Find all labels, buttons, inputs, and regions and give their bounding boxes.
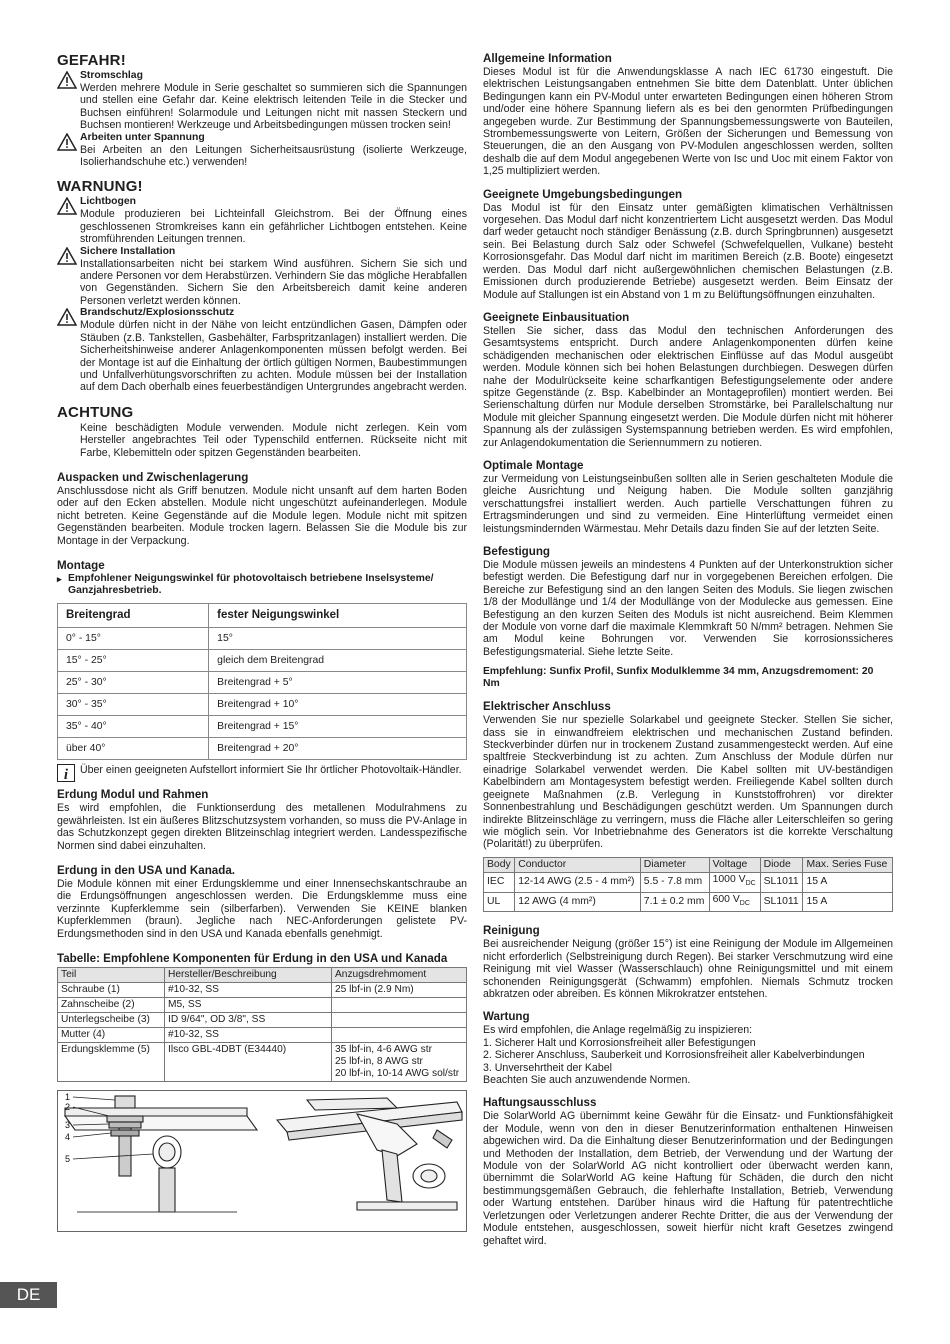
table-cell: UL [484, 892, 515, 912]
achtung-heading: ACHTUNG [57, 403, 134, 421]
table-cell [332, 998, 467, 1013]
figure-label: 5 [65, 1154, 71, 1165]
table-header: Max. Series Fuse [803, 857, 893, 873]
wartung-line: 3. Unversehrtheit der Kabel [483, 1061, 612, 1074]
table-cell [332, 1013, 467, 1028]
table-cell: Breitengrad + 20° [209, 737, 467, 759]
table-cell: 15° [209, 627, 467, 649]
table-cell: 35 lbf-in, 4-6 AWG str 25 lbf-in, 8 AWG str 20 lbf-in, 10-14 AWG sol/str [332, 1043, 467, 1082]
table-header: Voltage [709, 857, 760, 873]
voltage-sub: DC [739, 899, 750, 907]
allgemein-text: Dieses Modul ist für die Anwendungsklasse A nach IEC 61730 eingestuft. Die elektrischen Leistungsangaben entnehmen Sie bitte dem Datenblatt. Unter üblichen Bedingungen kann ein PV-Modul unter erwarteten Bedingungen einen höheren Strom und/oder eine höhere Spannung liefern als es bei den genormten Prüfbedingungen angegeben wurde. Zur Bestimmung der Spannungsbemessungswerte von Bauteilen, Strombemessungswerte von Leitern, Größen der Sicherungen und Bemessung von Steuerungen, die an den Ausgang von PV-Modulen angeschlossen werden, sollten deshalb die auf dem Modul angegebenen Werte von Isc und Uoc mit einem Faktor von 1,25 multipliziert werden. [483, 66, 893, 178]
table-cell: 7.1 ± 0.2 mm [640, 892, 709, 912]
svg-text:i: i [63, 766, 69, 782]
montage-bullet: ▸ Empfohlener Neigungswinkel für photovoltaisch betriebene Inselsysteme/ Ganzjahresbetrieb. [57, 573, 467, 597]
table-header: Diode [760, 857, 803, 873]
table-header: Hersteller/Beschreibung [165, 968, 332, 983]
left-column [57, 52, 467, 1232]
table-cell: Mutter (4) [58, 1028, 165, 1043]
table-header: Teil [58, 968, 165, 983]
table-row [58, 627, 467, 649]
warning-text: Module produzieren bei Lichteinfall Gleichstrom. Bei der Öffnung eines geschlossenen Stromkreises kann ein gefährlicher Lichtbogen entstehen. Keine stromführenden Leitungen trennen. [80, 208, 467, 246]
table-cell: gleich dem Breitengrad [209, 649, 467, 671]
warning-text: Werden mehrere Module in Serie geschaltet so summieren sich die Spannungen und stellen eine Gefahr dar. Keine elektrisch leitenden Teile in die Stecker und Buchsen einführen! Solarmodule und Leitungen nicht mit nassen Steckern und Buchsen montieren! Werkzeuge und Arbeitsbedingungen müssen trocken sein! [80, 82, 467, 132]
table-cell: 25° - 30° [58, 671, 209, 693]
warning-subtitle: Sichere Installation [80, 245, 176, 257]
umgebung-text: Das Modul ist für den Einsatz unter gemäßigten klimatischen Verhältnissen vorgesehen. Das Modul darf nicht konzentriertem Licht ausgesetzt werden. Das Modul darf weder getaucht noch ständiger Benässung (z.B. durch Springbrunnen) ausgesetzt sein. Bei Belastung durch Salz oder Schwefel (Schwefelquellen, Vulkane) besteht Korrosionsgefahr. Das Modul darf nicht im maritimen Bereich (z.B. Boote) eingesetzt werden. Das Modul darf nicht außergewöhnlichen chemischen Belastungen (z.B. Emissionen durch produzierende Betriebe) ausgesetzt werden. Beim Einsatz der Module auf Stallungen ist ein Abstand von 1 m zu Belüftungsöffnungen einzuhalten. [483, 201, 893, 301]
warning-triangle-icon [57, 133, 77, 151]
table-row [58, 998, 467, 1013]
table-cell [709, 873, 760, 893]
warning-block-brandschutz [57, 307, 467, 393]
info-icon [57, 764, 75, 782]
haftung-heading: Haftungsausschluss [483, 1096, 597, 1110]
warning-block-stromschlag [57, 70, 467, 132]
table-cell: M5, SS [165, 998, 332, 1013]
table-header: Conductor [515, 857, 641, 873]
montage-heading: Montage [57, 558, 105, 572]
reinigung-heading: Reinigung [483, 924, 540, 938]
table-cell: 12-14 AWG (2.5 - 4 mm²) [515, 873, 641, 893]
table-cell: über 40° [58, 737, 209, 759]
wartung-line: Beachten Sie auch anzuwendende Normen. [483, 1074, 691, 1087]
voltage-sub: DC [745, 880, 756, 888]
figure-label: 4 [65, 1132, 71, 1143]
table-cell: 15 A [803, 892, 893, 912]
elektrisch-text: Verwenden Sie nur spezielle Solarkabel und geeignete Stecker. Stellen Sie sicher, dass sie in einwandfreiem elektrischen und mechanischen Zustand befinden. Steckverbinder dürfen nur in trockenem Zustand zusammengesteckt werden. Auf eine spaltfreie Steckverbindung ist zu achten. Zum Anschluss der Module dürfen nur einadrige Solarkabel verwendet werden. Die Kabel sollten mit UV-beständigen Kabelbindern am Montagesystem befestigt werden. Freiliegende Kabel sollten durch geeignete Maßnahmen (z.B. Verlegung in Kunststoffrohren) vor direkter Sonnenbestrahlung und Beschädigungen geschützt werden. Um Spannungen durch indirekte Blitzeinschläge zu verringern, muss die Fläche aller Leiterschleifen so gering wie möglich sein. Vor Inbetriebnahme des Generators ist die korrekte Verschaltung (Polarität!) zu überprüfen. [483, 714, 893, 851]
table-cell: IEC [484, 873, 515, 893]
erdung-usa-heading: Erdung in den USA und Kanada. [57, 864, 235, 877]
table-header-row [484, 857, 893, 873]
einbausituation-heading: Geeignete Einbausituation [483, 310, 630, 324]
figure-label: 3 [65, 1120, 71, 1131]
table-cell: 25 lbf-in (2.9 Nm) [332, 983, 467, 998]
table-row [58, 649, 467, 671]
warning-triangle-icon [57, 71, 77, 89]
wartung-line: 2. Sicherer Anschluss, Sauberkeit und Korrosionsfreiheit aller Kabelverbindungen [483, 1049, 865, 1062]
table-row [58, 693, 467, 715]
table-cell: 35° - 40° [58, 715, 209, 737]
table-cell: #10-32, SS [165, 983, 332, 998]
table-header: Breitengrad [58, 603, 209, 627]
table-row [58, 1028, 467, 1043]
table-cell: ID 9/64", OD 3/8", SS [165, 1013, 332, 1028]
table-row [58, 671, 467, 693]
table-cell: Breitengrad + 10° [209, 693, 467, 715]
voltage-value: 1000 V [712, 874, 746, 886]
warning-subtitle: Stromschlag [80, 70, 143, 81]
voltage-value: 600 V [712, 893, 740, 905]
table-row [58, 983, 467, 998]
info-text: Über einen geeigneten Aufstellort informiert Sie Ihr örtlicher Photovoltaik-Händler. [80, 763, 462, 776]
elektrisch-heading: Elektrischer Anschluss [483, 700, 611, 714]
wartung-heading: Wartung [483, 1010, 530, 1024]
info-note [57, 763, 467, 782]
table-cell [332, 1028, 467, 1043]
befestigung-text: Die Module müssen jeweils an mindestens 4 Punkten auf der Unterkonstruktion sicher befestigt werden. Die Befestigung darf nur in vorgegebenen Bereichen erfolgen. Die Bereiche zur Befestigung sind an den langen Seiten des Moduls. Sie liegen zwischen 1/8 der Modullänge und 1/4 der Modullänge von der Modulecke aus gemessen. Eine Befestigung an den kurzen Seiten des Moduls ist nicht ausreichend. Beim Klemmen der Module von vorne darf die maximale Klemmkraft 50 N/mm² betragen. Nehmen Sie am Modul keine Bohrungen vor. Verwenden Sie korrosionssicheres Befestigungsmaterial. Siehe letzte Seite. [483, 559, 893, 658]
komponenten-heading: Tabelle: Empfohlene Komponenten für Erdung in den USA und Kanada [57, 952, 448, 966]
table-cell: SL1011 [760, 892, 803, 912]
erdung-heading: Erdung Modul und Rahmen [57, 788, 209, 802]
table-cell: 5.5 - 7.8 mm [640, 873, 709, 893]
table-cell: 0° - 15° [58, 627, 209, 649]
table-header-row [58, 968, 467, 983]
table-cell: Unterlegscheibe (3) [58, 1013, 165, 1028]
table-header-row [58, 603, 467, 627]
allgemein-heading: Allgemeine Information [483, 52, 612, 65]
auspacken-heading: Auspacken und Zwischenlagerung [57, 470, 249, 484]
figure-label: 2 [65, 1102, 71, 1113]
haftung-text: Die SolarWorld AG übernimmt keine Gewähr für die Einsatz- und Funktionsfähigkeit der Module, wenn von den in dieser Benutzerinformation enthaltenen Hinweisen abgewichen wird. Da die Einhaltung dieser Benutzerinformation und der Bedingungen und Methoden der Installation, dem Betrieb, der Verwendung und der Wartung der Module von der SolarWorld AG nicht kontrolliert oder überwacht werden kann, übernimmt die SolarWorld AG keine Haftung für Schäden, die durch den nicht bestimmungsgemäßen Gebrauch, die fehlerhafte Installation, Betrieb, Verwendung oder Wartung entstehen. Darüber hinaus wird die Haftung für patentrechtliche Verletzungen oder Verletzungen anderer Rechte Dritter, die aus der Verwendung der Module entstehen, ausgeschlossen, soweit hierfür nicht kraft Gesetzes zwingend gehaftet wird. [483, 1110, 893, 1247]
table-cell: 30° - 35° [58, 693, 209, 715]
befestigung-heading: Befestigung [483, 545, 550, 558]
einbausituation-text: Stellen Sie sicher, dass das Modul den technischen Anforderungen des Gesamtsystems entspricht. Durch andere Anlagenkomponenten dürfen keine schädigenden mechanischen oder elektrischen Einflüsse auf das Modul ausgeübt werden. Module können sich bei hohen Belastungen durchbiegen. Deswegen dürfen nahe der Modulrückseite keine scharfkantigen Befestigungselemente oder andere spitze Gegenstände (z. Bsp. Kabelbinder an Montageprofilen) montiert werden. Bei Serienschaltung dürfen nur Module derselben Stromstärke, bei Parallelschaltung nur Module mit gleicher Spannung eingesetzt werden. Die Module dürfen nicht mit höherer Spannung als der zulässigen Systemspannung betrieben werden. Es wird empfohlen, zur Anlagendokumentation die Seriennummern zu notieren. [483, 324, 893, 449]
erdung-usa-text: Die Module können mit einer Erdungsklemme und einer Innensechskantschraube an die Erdungsöffnungen angeschlossen werden. Die Erdungsklemme muss eine verzinnte Kupferklemme sein (silberfarben). Verwenden Sie KEINE blanken Kupferklemmen (braun). Jegliche nach NEC-Anforderungen gelistete PV-Erdungsmethoden sind in den USA und Kanada ebenfalls genehmigt. [57, 878, 467, 940]
table-cell: 15° - 25° [58, 649, 209, 671]
table-cell: Breitengrad + 15° [209, 715, 467, 737]
warning-block-lichtbogen [57, 196, 467, 245]
montage-opt-heading: Optimale Montage [483, 458, 584, 472]
warning-subtitle: Arbeiten unter Spannung [80, 131, 205, 143]
table-cell: 12 AWG (4 mm²) [515, 892, 641, 912]
table-header: Anzugsdrehmoment [332, 968, 467, 983]
achtung-text: Keine beschädigten Module verwenden. Module nicht zerlegen. Kein vom Hersteller angebrachtes Teil oder Typenschild entfernen. Rückseite nicht mit Farbe, Klebemitteln oder spitzen Gegenständen bearbeiten. [80, 421, 467, 459]
table-header: Body [484, 857, 515, 873]
warning-triangle-icon [57, 247, 77, 265]
warning-subtitle: Brandschutz/Explosionsschutz [80, 307, 235, 319]
table-header: fester Neigungswinkel [209, 603, 467, 627]
warning-block-spannung [57, 132, 467, 169]
language-tab: DE [0, 1282, 57, 1308]
montage-opt-text: zur Vermeidung von Leistungseinbußen sollten alle in Serien geschalteten Module die gleiche Ausrichtung und Neigung haben. Die Module sollten ganzjährig verschattungsfrei installiert werden. Auch partielle Verschattungen führen zu Ertragsminderungen und sind zu vermeiden. Eine Hinterlüftung vermeidet einen leistungsmindernden Wärmestau. Mehr Details dazu finden Sie auf der letzten Seite. [483, 472, 893, 535]
table-cell: Breitengrad + 5° [209, 671, 467, 693]
right-column [483, 52, 893, 1247]
warning-text: Module dürfen nicht in der Nähe von leicht entzündlichen Gasen, Dämpfen oder Stäuben (z.B. Tankstellen, Gasbehälter, Farbspritzanlagen) installiert werden. Die Sicherheitshinweise anderer Anlagenkomponenten müssen befolgt werden. Bei der Montage ist auf die Einhaltung der örtlich gültigen Normen, Baubestimmungen und Unfallverhütungsvorschriften zu achten. Module müssen bei der Installation auf dem Dach oberhalb eines feuerbeständigen Untergrundes angebracht werden. [80, 319, 467, 394]
warning-triangle-icon [57, 308, 77, 326]
gefahr-heading: GEFAHR! [57, 52, 126, 69]
reinigung-text: Bei ausreichender Neigung (größer 15°) ist eine Reinigung der Module im Allgemeinen nicht erforderlich (Selbstreinigung durch Regen). Bei starker Verschmutzung wird eine Reinigung mit viel Wasser (Wasserschlauch) ohne Reinigungsmittel und mit einem schonenden Reinigungsgerät (Schwamm) empfohlen. Niemals Schmutz trocken abkratzen oder abreiben. Es können Mikrokratzer entstehen. [483, 938, 893, 1000]
table-cell: Schraube (1) [58, 983, 165, 998]
erdung-text: Es wird empfohlen, die Funktionserdung des metallenen Modulrahmens zu gewährleisten. Ist ein äußeres Blitzschutzsystem vorhanden, so muss die PV-Anlage in das Schutzkonzept gegen direkten Blitzeinschlag integriert werden. Landesspezifische Normen sind dabei einzuhalten. [57, 802, 467, 852]
warning-block-installation [57, 246, 467, 308]
table-cell: Zahnscheibe (2) [58, 998, 165, 1013]
table-cell: Ilsco GBL-4DBT (E34440) [165, 1043, 332, 1082]
warning-text: Bei Arbeiten an den Leitungen Sicherheitsausrüstung (isolierte Werkzeuge, Isolierhandschuhe etc.) verwenden! [80, 143, 467, 169]
wartung-line: Es wird empfohlen, die Anlage regelmäßig zu inspizieren: [483, 1024, 753, 1037]
table-row [58, 715, 467, 737]
warning-triangle-icon [57, 197, 77, 215]
table-row [484, 873, 893, 893]
table-header: Diameter [640, 857, 709, 873]
table-cell: SL1011 [760, 873, 803, 893]
table-row [58, 1043, 467, 1082]
befestigung-empfehlung: Empfehlung: Sunfix Profil, Sunfix Modulklemme 34 mm, Anzugsdremoment: 20 Nm [483, 666, 874, 690]
komponenten-table [57, 967, 467, 1082]
table-row [58, 1013, 467, 1028]
erdungsklemme-figure [57, 1090, 467, 1232]
warning-subtitle: Lichtbogen [80, 196, 136, 208]
table-row [484, 892, 893, 912]
wartung-line: 1. Sicherer Halt und Korrosionsfreiheit aller Befestigungen [483, 1036, 756, 1049]
auspacken-text: Anschlussdose nicht als Griff benutzen. Module nicht unsanft auf dem harten Boden oder auf den Ecken abstellen. Module nicht ungeschützt aufeinanderlegen. Module nicht betreten. Keine Gegenstände auf die Module legen. Module nicht mit spitzen Gegenständen bearbeiten. Module trocken lagern. Belassen Sie die Module bis zur Montage in der Verpackung. [57, 484, 467, 547]
warning-text: Installationsarbeiten nicht bei starkem Wind ausführen. Sichern Sie sich und andere Personen vor dem Herabstürzen. Verhindern Sie das mögliche Herabfallen von Gegenständen. Sichern Sie den Arbeitsbereich damit keine anderen Personen verletzt werden können. [80, 257, 467, 307]
table-cell: Erdungsklemme (5) [58, 1043, 165, 1082]
table-cell [709, 892, 760, 912]
figure-label: 1 [65, 1092, 71, 1103]
warnung-heading: WARNUNG! [57, 178, 143, 196]
table-row [58, 737, 467, 759]
table-cell: 15 A [803, 873, 893, 893]
kabel-table [483, 857, 893, 913]
umgebung-heading: Geeignete Umgebungsbedingungen [483, 187, 683, 201]
neigungswinkel-table [57, 603, 467, 760]
table-cell: #10-32, SS [165, 1028, 332, 1043]
